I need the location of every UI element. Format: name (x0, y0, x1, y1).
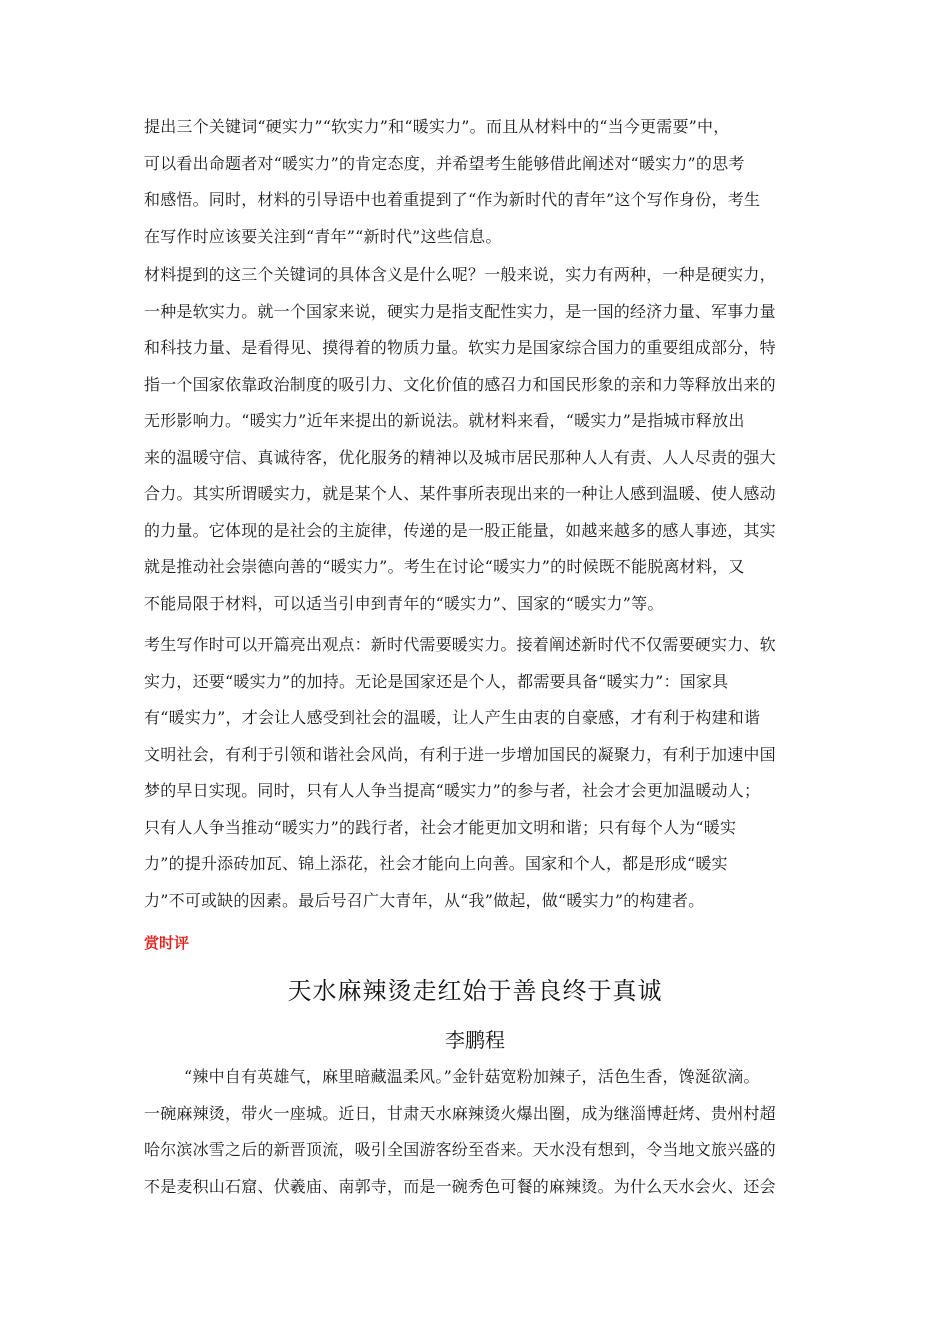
text-line: 不能局限于材料，可以适当引申到青年的“暖实力”、国家的“暖实力”等。 (144, 593, 664, 613)
text-line: 实力，还要“暖实力”的加持。无论是国家还是个人，都需要具备“暖实力”：国家具 (144, 671, 729, 691)
text-line: 的力量。它体现的是社会的主旋律，传递的是一股正能量，如越来越多的感人事迹，其实 (144, 520, 776, 540)
text-line: 在写作时应该要关注到“青年”“新时代”这些信息。 (144, 226, 502, 246)
article-title: 天水麻辣烫走红始于善良终于真诚 (287, 977, 663, 1005)
text-line: 提出三个关键词“硬实力”“软实力”和“暖实力”。而且从材料中的“当今更需要”中， (144, 117, 730, 136)
text-line: 来的温暖守信、真诚待客，优化服务的精神以及城市居民那种人人有责、人人尽责的强大 (144, 447, 776, 467)
section-tag: 赏时评 (144, 934, 190, 952)
text-line: 和科技力量、是看得见、摸得着的物质力量。软实力是国家综合国力的重要组成部分，特 (144, 338, 776, 357)
text-line: 指一个国家依靠政治制度的吸引力、文化价值的感召力和国民形象的亲和力等释放出来的 (144, 374, 776, 394)
text-line: 梦的早日实现。同时，只有人人争当提高“暖实力”的参与者，社会才会更加温暖动人； (144, 781, 761, 800)
article-paragraph-2 (144, 266, 808, 631)
text-line: 哈尔滨冰雪之后的新晋顶流，吸引全国游客纷至沓来。天水没有想到，令当地文旅兴盛的 (144, 1140, 776, 1159)
text-line: 考生写作时可以开篇亮出观点：新时代需要暖实力。接着阐述新时代不仅需要硬实力、软 (144, 635, 776, 654)
text-line: 材料提到的这三个关键词的具体含义是什么呢？一般来说，实力有两种，一种是硬实力， (144, 265, 776, 284)
text-line: 力”不可或缺的因素。最后号召广大青年，从“我”做起，做“暖实力”的构建者。 (144, 890, 705, 910)
text-line: 无形影响力。“暖实力”近年来提出的新说法。就材料来看，“暖实力”是指城市释放出 (144, 411, 745, 430)
article-paragraph-1 (144, 118, 808, 264)
text-line: 有“暖实力”，才会让人感受到社会的温暖，让人产生由衷的自豪感，才有利于构建和谐 (144, 708, 761, 727)
text-line: 和感悟。同时，材料的引导语中也着重提到了“作为新时代的青年”这个写作身份，考生 (144, 190, 761, 209)
text-line: 力”的提升添砖加瓦、锦上添花，社会才能向上向善。国家和个人，都是形成“暖实 (144, 854, 728, 873)
text-line: 一种是软实力。就一个国家来说，硬实力是指支配性实力，是一国的经济力量、军事力量 (144, 301, 776, 321)
text-line: 一碗麻辣烫，带火一座城。近日，甘肃天水麻辣烫火爆出圈，成为继淄博赶烤、贵州村超 (144, 1103, 776, 1123)
text-line: 文明社会，有利于引领和谐社会风尚，有利于进一步增加国民的凝聚力，有利于加速中国 (144, 744, 776, 764)
text-line: “辣中自有英雄气，麻里暗藏温柔风。”金针菇宽粉加辣子，活色生香，馋涎欲滴。 (184, 1067, 760, 1086)
text-line: 不是麦积山石窟、伏羲庙、南郭寺，而是一碗秀色可餐的麻辣烫。为什么天水会火、还会 (144, 1176, 776, 1196)
article-body (144, 1068, 808, 1214)
article-paragraph-3 (144, 636, 808, 928)
article-author: 李鹏程 (445, 1028, 505, 1052)
text-line: 合力。其实所谓暖实力，就是某个人、某件事所表现出来的一种让人感到温暖、使人感动 (144, 484, 776, 503)
text-line: 可以看出命题者对“暖实力”的肯定态度，并希望考生能够借此阐述对“暖实力”的思考 (144, 153, 745, 173)
text-line: 就是推动社会崇德向善的“暖实力”。考生在讨论“暖实力”的时候既不能脱离材料，又 (144, 557, 745, 576)
text-line: 只有人人争当推动“暖实力”的践行者，社会才能更加文明和谐；只有每个人为“暖实 (144, 817, 737, 837)
